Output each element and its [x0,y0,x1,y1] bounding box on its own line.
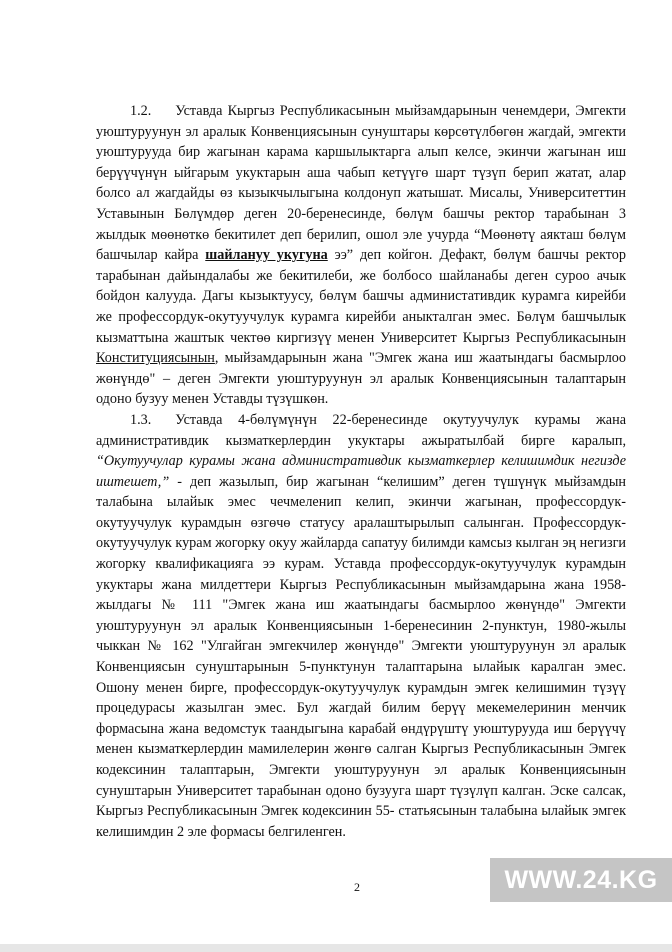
emphasized-phrase: шайлануу укугуна [205,247,328,264]
bottom-edge [0,944,672,952]
paragraph-text: Уставда Кыргыз Республикасынын мыйзамдарынын ченемдери, Эмгекти уюштуруунун эл аралык Конвенциясынын сунуштары көрсөтүлбөгөн жагдай, эмгекти уюштурууда бир жагынан карама каршылыктарга алып келсе, экинчи жагынан иш берүүчүнүн ыйгарым укуктарын аша чабып кетүүгө шарт түзүп берип жатат, алар болсо ал жагдайды өз кызыкчылыгына колдонуп жатышат. Мисалы, Университеттин Уставынын Бөлүмдөр деген 20-беренесинде, бөлүм башчы ректор тарабынан 3 жылдык мөөнөткө бекитилет деп берилип, ошол эле учурда “Мөөнөтү аякташ бөлүм башчылар кайра [96,103,626,264]
paragraph-1-2 [96,101,626,410]
paragraph-text: Уставда 4-бөлүмүнүн 22-беренесинде окутуучулук курамы жана административдик кызматкерлердин укуктары ажыратылбай бирге каралып, [96,411,626,449]
document-body [96,101,626,842]
paragraph-text: - деп жазылып, бир жагынан “келишим” деген түшүнүк мыйзамдын талабына ылайык эмес чечмеленип келип, экинчи жагынан, профессордук-окутуучулук курамдын өзгөчө статусу аралаштырылып салынган. Профессордук-окутуучулук курам жогорку окуу жайларда сапатуу билимди камсыз кылган эң негизги жогорку квалификацияга ээ курам. Уставда профессордук-окутуучулук курамдын укуктары жана милдеттери Кыргыз Республикасынын мыйзамдарына жана 1958-жылдагы № 111 "Эмгек жана иш жаатындагы басмырлоо жөнүндө" Эмгекти уюштуруунун эл аралык Конвенциясынын 1-беренесинин 2-пунктун, 1980-жылы чыккан № 162 "Улгайган эмгекчилер жөнүндө" Эмгекти уюштуруунун эл аралык Конвенциясын сунуштарынын 5-пунктунун талаптарына ылайык каралган эмес. Ошону менен бирге, профессордук-окутуучулук курамдын эмгек келишимин түзүү процедурасы жазылган эмес. Бул жагдай билим берүү мекемелеринин менчик формасына жана ведомстук таандыгына карабай өндүрүштү уюштурууда иш берүүчү менен кызматкерлердин мамилелерин жөнгө салган Кыргыз Республикасынын Эмгек кодексинин талаптарын, Эмгекти уюштуруунун эл аралык Конвенциясынын сунуштарын Университет тарабынан одоно бузууга шарт түзүлүп калган. Эске салсак, Кыргыз Республикасынын Эмгек кодексинин 55- статьясынын талабына ылайык эмгек келишимдин 2 эле формасы белгиленген. [96,473,626,840]
paragraph-number: 1.3. [130,411,152,428]
page-number: 2 [354,880,360,894]
paragraph-1-3 [96,410,626,842]
watermark-logo: WWW.24.KG [490,858,672,902]
paragraph-text: ээ” деп койгон. Дефакт, бөлүм башчы ректор тарабынан дайындалабы же бекитилеби, же болбосо шайланабы деген суроо ачык бойдон калууда. Дагы кызыктуусу, бөлүм башчы администативдик курамга кирейби же профессордук-окутуучулук курамга кирейби аныкталган эмес. Бөлүм башчылык кызматтына жаштык чектөө киргизүү менен Университет Кыргыз Республикасынын [96,247,626,346]
paragraph-text: , мыйзамдарынын жана "Эмгек жана иш жаатындагы басмырлоо жөнүндө" – деген Эмгекти уюштуруунун эл аралык Конвенциясынын талаптарын одоно бузуу менен Уставды түзүшкөн. [96,350,626,408]
underlined-word: Конституциясынын [96,350,215,367]
paragraph-number: 1.2. [130,103,152,119]
italic-quote: “Окутуучулар курамы жана административдик кызматкерлер келишимдик негизде иштешет,” [96,453,626,490]
